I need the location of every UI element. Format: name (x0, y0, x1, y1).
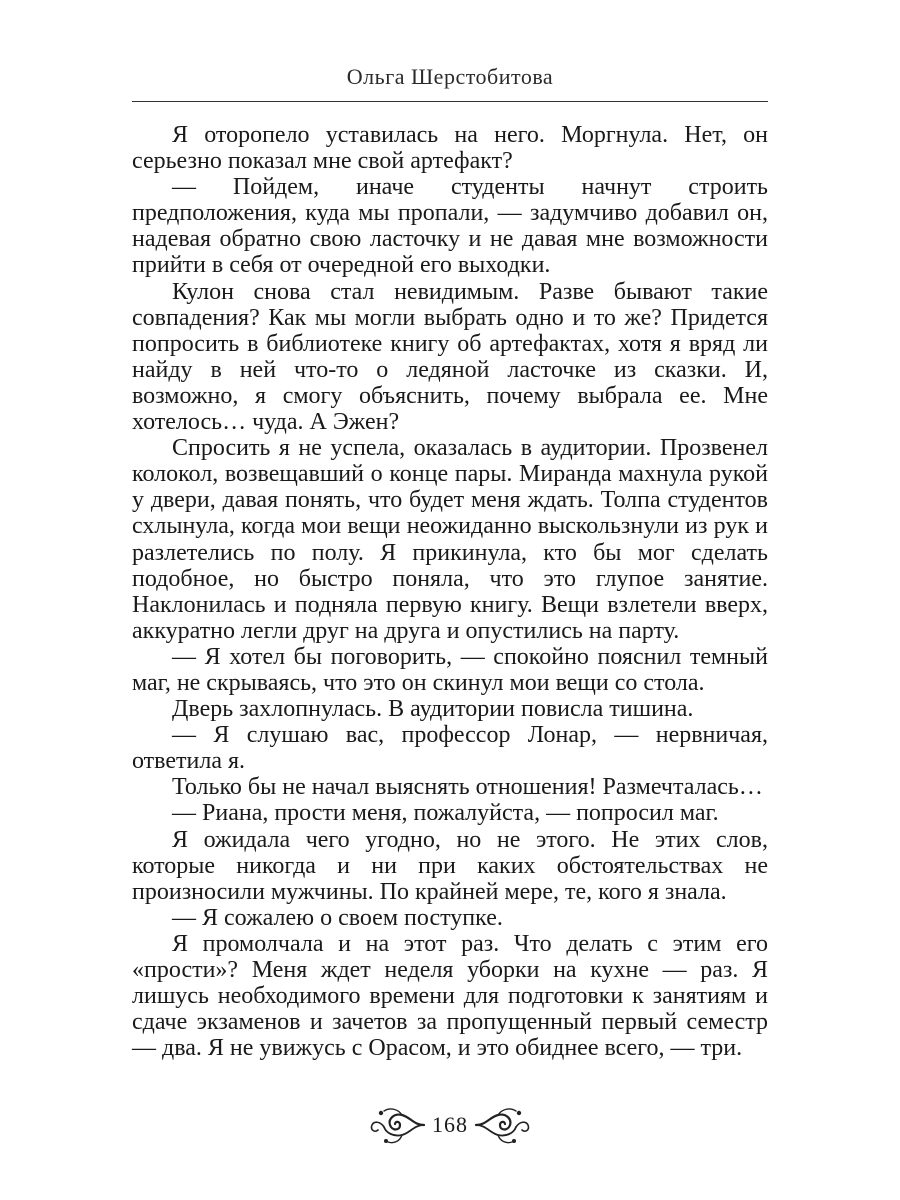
paragraph: — Риана, прости меня, пожалуйста, — попросил маг. (172, 800, 719, 827)
running-header (132, 62, 768, 102)
paragraph: — Я сожалею о своем поступке. (172, 904, 503, 931)
author-name: Ольга Шерстобитова (346, 64, 554, 89)
body-text (132, 122, 768, 1061)
paragraph: Дверь захлопнулась. В аудитории повисла тишина. (172, 696, 694, 723)
paragraph: Я ожидала чего угодно, но не этого. Не этих слов, которые никогда и ни при каких обстоятельствах не произносили мужчины. По крайней мере, те, кого я знала. (132, 826, 768, 905)
paragraph: — Я слушаю вас, профессор Лонар, — нервничая, ответила я. (132, 722, 768, 775)
page-footer (0, 1095, 900, 1155)
paragraph: — Я хотел бы поговорить, — спокойно пояснил темный маг, не скрываясь, что это он скинул мои вещи со стола. (132, 643, 768, 696)
scroll-ornament-icon (474, 1103, 534, 1147)
paragraph: Спросить я не успела, оказалась в аудитории. Прозвенел колокол, возвещавший о конце пары. Миранда махнула рукой у двери, давая понять, что будет меня ждать. Толпа студентов схлынула, когда мои вещи неожиданно выскользнули из рук и разлетелись по полу. Я прикинула, кто бы мог сделать подобное, но быстро поняла, что это глупое занятие. Наклонилась и подняла первую книгу. Вещи взлетели вверх, аккуратно легли друг на друга и опустились на парту. (132, 435, 768, 644)
scroll-ornament-icon (366, 1103, 426, 1147)
paragraph: Кулон снова стал невидимым. Разве бывают такие совпадения? Как мы могли выбрать одно и то же? Придется попросить в библиотеке книгу об артефактах, хотя я вряд ли найду в ней что-то о ледяной ласточке из сказки. И, возможно, я смогу объяснить, почему выбрала ее. Мне хотелось… чуда. А Эжен? (132, 278, 768, 436)
header-rule (132, 101, 768, 102)
paragraph: Только бы не начал выяснять отношения! Размечталась… (172, 774, 763, 801)
paragraph: Я промолчала и на этот раз. Что делать с этим его «прости»? Меня ждет неделя уборки на кухне — раз. Я лишусь необходимого времени для подготовки к занятиям и сдаче экзаменов и зачетов за пропущенный первый семестр — два. Я не увижусь с Орасом, и это обиднее всего, — три. (132, 930, 768, 1062)
paragraph: — Пойдем, иначе студенты начнут строить предположения, куда мы пропали, — задумчиво добавил он, надевая обратно свою ласточку и не давая мне возможности прийти в себя от очередной его выходки. (132, 174, 768, 279)
paragraph: Я оторопело уставилась на него. Моргнула. Нет, он серьезно показал мне свой артефакт? (132, 122, 768, 175)
page-number: 168 (432, 1112, 468, 1137)
